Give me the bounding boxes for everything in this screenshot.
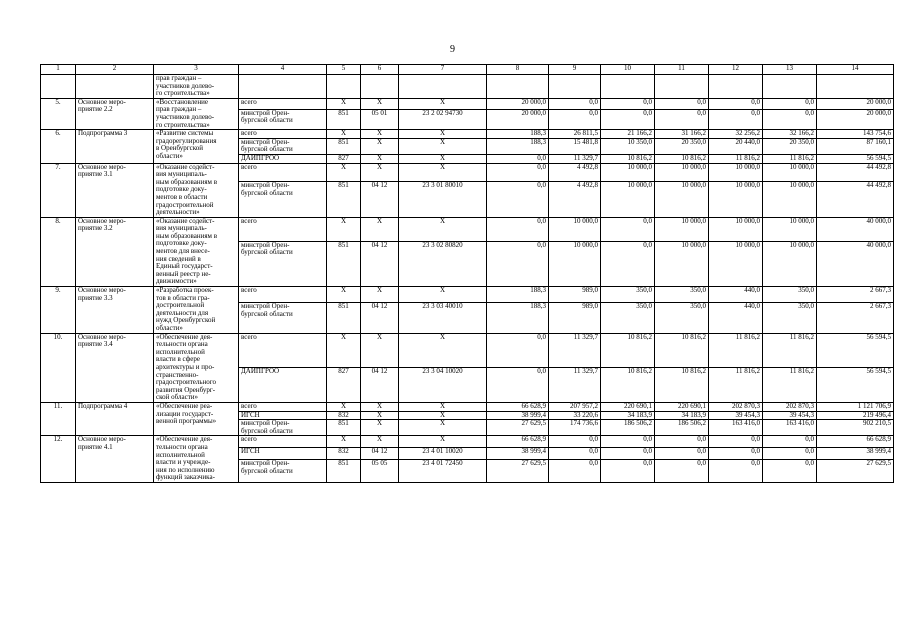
amount-cell: 20 000,0	[817, 109, 894, 130]
code-cell: Х	[361, 287, 399, 303]
code-cell: Х	[399, 411, 487, 420]
program-description-cell: «Обеспечение дея- тельности органа исполнительной власти и учрежде- ния по исполнению функций заказчика-	[154, 436, 239, 483]
empty-cell	[361, 75, 399, 99]
program-description-cell: «Обеспечение дея- тельности органа исполнительной власти в сфере архитектуры и про- странственно- градостроительного развития Оренбург- ской области»	[154, 333, 239, 402]
amount-cell: 10 000,0	[709, 217, 763, 241]
amount-cell: 4 492,8	[549, 182, 601, 217]
amount-cell: 11 329,7	[549, 368, 601, 403]
funding-source-cell: всего	[239, 402, 327, 411]
amount-cell: 0,0	[601, 109, 655, 130]
amount-cell: 34 183,9	[655, 411, 709, 420]
amount-cell: 0,0	[655, 448, 709, 460]
program-name-cell: Основное меро- приятие 3.2	[76, 217, 154, 286]
amount-cell: 11 329,7	[549, 154, 601, 163]
table-row	[41, 436, 894, 448]
amount-cell: 440,0	[709, 287, 763, 303]
amount-cell: 163 416,0	[709, 420, 763, 436]
empty-cell	[549, 75, 601, 99]
table-row	[41, 163, 894, 182]
table-row	[41, 287, 894, 303]
code-cell: Х	[327, 130, 361, 139]
program-name-cell	[76, 75, 154, 99]
code-cell: Х	[399, 287, 487, 303]
funding-source-cell: всего	[239, 163, 327, 182]
funding-source-cell: минстрой Орен- бургской области	[239, 460, 327, 483]
column-header: 14	[817, 65, 894, 75]
amount-cell: 0,0	[763, 448, 817, 460]
amount-cell: 44 492,8	[817, 163, 894, 182]
program-description-cell: «Оказание содейст- вия муниципаль- ным образованиям в подготовке доку- ментов в области градостроительной деятельности»	[154, 163, 239, 217]
amount-cell: 0,0	[601, 241, 655, 286]
amount-cell: 56 594,5	[817, 333, 894, 368]
column-header: 13	[763, 65, 817, 75]
code-cell: Х	[399, 138, 487, 154]
amount-cell: 0,0	[709, 436, 763, 448]
code-cell: 851	[327, 138, 361, 154]
amount-cell: 350,0	[601, 303, 655, 333]
code-cell: Х	[399, 333, 487, 368]
row-number-cell: 7.	[41, 163, 76, 217]
code-cell: 827	[327, 154, 361, 163]
amount-cell: 163 416,0	[763, 420, 817, 436]
amount-cell: 220 690,1	[655, 402, 709, 411]
code-cell: Х	[361, 436, 399, 448]
funding-source-cell: минстрой Орен- бургской области	[239, 420, 327, 436]
amount-cell: 186 506,2	[655, 420, 709, 436]
column-header: 2	[76, 65, 154, 75]
amount-cell: 350,0	[655, 287, 709, 303]
column-header: 9	[549, 65, 601, 75]
amount-cell: 0,0	[763, 436, 817, 448]
code-cell: Х	[361, 98, 399, 109]
table-row	[41, 75, 894, 99]
program-name-cell: Основное меро- приятие 3.1	[76, 163, 154, 217]
funding-source-cell: минстрой Орен- бургской области	[239, 109, 327, 130]
amount-cell: 10 000,0	[655, 163, 709, 182]
empty-cell	[327, 75, 361, 99]
code-cell: 851	[327, 241, 361, 286]
amount-cell: 202 870,3	[709, 402, 763, 411]
amount-cell: 350,0	[763, 303, 817, 333]
empty-cell	[399, 75, 487, 99]
amount-cell: 10 000,0	[709, 241, 763, 286]
amount-cell: 0,0	[487, 241, 549, 286]
code-cell: 04 12	[361, 303, 399, 333]
table-row	[41, 402, 894, 411]
funding-source-cell: минстрой Орен- бургской области	[239, 182, 327, 217]
amount-cell: 2 667,3	[817, 287, 894, 303]
column-header: 5	[327, 65, 361, 75]
amount-cell: 188,3	[487, 130, 549, 139]
row-number-cell: 5.	[41, 98, 76, 129]
amount-cell: 989,0	[549, 287, 601, 303]
amount-cell: 0,0	[487, 182, 549, 217]
amount-cell: 0,0	[763, 460, 817, 483]
funding-source-cell: минстрой Орен- бургской области	[239, 138, 327, 154]
code-cell: Х	[361, 138, 399, 154]
code-cell: Х	[361, 154, 399, 163]
amount-cell: 40 000,0	[817, 217, 894, 241]
amount-cell: 40 000,0	[817, 241, 894, 286]
code-cell: 23 3 04 10020	[399, 368, 487, 403]
code-cell: Х	[399, 217, 487, 241]
code-cell: Х	[399, 130, 487, 139]
amount-cell: 0,0	[601, 448, 655, 460]
column-header: 4	[239, 65, 327, 75]
code-cell: 04 12	[361, 241, 399, 286]
amount-cell: 10 000,0	[709, 163, 763, 182]
amount-cell: 220 690,1	[601, 402, 655, 411]
amount-cell: 0,0	[601, 98, 655, 109]
amount-cell: 10 816,2	[601, 154, 655, 163]
code-cell: Х	[327, 333, 361, 368]
amount-cell: 31 166,2	[655, 130, 709, 139]
amount-cell: 0,0	[655, 436, 709, 448]
amount-cell: 32 256,2	[709, 130, 763, 139]
column-number-row	[41, 65, 894, 75]
amount-cell: 0,0	[487, 154, 549, 163]
amount-cell: 20 000,0	[817, 98, 894, 109]
program-description-cell: «Разработка проек- тов в области гра- достроительной деятельности для нужд Оренбургской области»	[154, 287, 239, 334]
amount-cell: 11 329,7	[549, 333, 601, 368]
code-cell: 05 05	[361, 460, 399, 483]
amount-cell: 20 440,0	[709, 138, 763, 154]
amount-cell: 20 350,0	[763, 138, 817, 154]
amount-cell: 10 816,2	[655, 368, 709, 403]
code-cell: Х	[399, 98, 487, 109]
amount-cell: 27 629,5	[487, 460, 549, 483]
column-header: 10	[601, 65, 655, 75]
amount-cell: 0,0	[487, 333, 549, 368]
funding-source-cell: минстрой Орен- бургской области	[239, 303, 327, 333]
empty-cell	[655, 75, 709, 99]
funding-source-cell: всего	[239, 333, 327, 368]
row-number-cell	[41, 75, 76, 99]
funding-source-cell: ДАИПГРОО	[239, 368, 327, 403]
amount-cell: 0,0	[549, 436, 601, 448]
code-cell: Х	[361, 420, 399, 436]
amount-cell: 10 000,0	[549, 241, 601, 286]
program-name-cell: Основное меро- приятие 2.2	[76, 98, 154, 129]
funding-source-cell: всего	[239, 287, 327, 303]
amount-cell: 10 000,0	[763, 241, 817, 286]
code-cell: 23 3 03 40010	[399, 303, 487, 333]
amount-cell: 0,0	[549, 460, 601, 483]
amount-cell: 10 000,0	[763, 163, 817, 182]
amount-cell: 174 736,6	[549, 420, 601, 436]
amount-cell: 440,0	[709, 303, 763, 333]
funding-source-cell: минстрой Орен- бургской области	[239, 241, 327, 286]
amount-cell: 2 667,3	[817, 303, 894, 333]
amount-cell: 11 816,2	[763, 368, 817, 403]
code-cell: 23 4 01 72450	[399, 460, 487, 483]
funding-source-cell: всего	[239, 130, 327, 139]
amount-cell: 10 000,0	[549, 217, 601, 241]
amount-cell: 0,0	[763, 98, 817, 109]
amount-cell: 11 816,2	[709, 368, 763, 403]
amount-cell: 44 492,8	[817, 182, 894, 217]
amount-cell: 0,0	[601, 436, 655, 448]
code-cell: 851	[327, 303, 361, 333]
code-cell: Х	[361, 411, 399, 420]
amount-cell: 902 210,5	[817, 420, 894, 436]
code-cell: Х	[361, 130, 399, 139]
amount-cell: 188,3	[487, 303, 549, 333]
column-header: 11	[655, 65, 709, 75]
amount-cell: 11 816,2	[763, 333, 817, 368]
column-header: 1	[41, 65, 76, 75]
table-row	[41, 130, 894, 139]
amount-cell: 143 754,6	[817, 130, 894, 139]
amount-cell: 0,0	[601, 460, 655, 483]
row-number-cell: 11.	[41, 402, 76, 435]
amount-cell: 0,0	[763, 109, 817, 130]
amount-cell: 0,0	[709, 448, 763, 460]
amount-cell: 0,0	[549, 109, 601, 130]
amount-cell: 87 160,1	[817, 138, 894, 154]
amount-cell: 0,0	[709, 98, 763, 109]
code-cell: 851	[327, 182, 361, 217]
empty-cell	[763, 75, 817, 99]
amount-cell: 56 594,5	[817, 154, 894, 163]
program-description-cell: «Обеспечение реа- лизации государст- венной программы»	[154, 402, 239, 435]
row-number-cell: 10.	[41, 333, 76, 402]
empty-cell	[487, 75, 549, 99]
code-cell: Х	[327, 217, 361, 241]
amount-cell: 0,0	[709, 460, 763, 483]
amount-cell: 0,0	[549, 98, 601, 109]
code-cell: 832	[327, 448, 361, 460]
amount-cell: 0,0	[487, 163, 549, 182]
amount-cell: 350,0	[655, 303, 709, 333]
amount-cell: 219 496,4	[817, 411, 894, 420]
code-cell: 04 12	[361, 448, 399, 460]
amount-cell: 11 816,2	[763, 154, 817, 163]
code-cell: 04 12	[361, 182, 399, 217]
program-name-cell: Основное меро- приятие 3.4	[76, 333, 154, 402]
code-cell: Х	[399, 154, 487, 163]
code-cell: Х	[327, 402, 361, 411]
funding-source-cell: ИГСН	[239, 448, 327, 460]
funding-source-cell: ИГСН	[239, 411, 327, 420]
table-row	[41, 217, 894, 241]
column-header: 8	[487, 65, 549, 75]
code-cell: Х	[361, 163, 399, 182]
amount-cell: 0,0	[601, 217, 655, 241]
code-cell: 05 01	[361, 109, 399, 130]
amount-cell: 1 121 706,9	[817, 402, 894, 411]
funding-source-cell: ДАИПГРОО	[239, 154, 327, 163]
code-cell: 23 4 01 10020	[399, 448, 487, 460]
amount-cell: 33 220,6	[549, 411, 601, 420]
amount-cell: 27 629,5	[817, 460, 894, 483]
amount-cell: 10 000,0	[655, 241, 709, 286]
amount-cell: 20 000,0	[487, 98, 549, 109]
amount-cell: 0,0	[549, 448, 601, 460]
amount-cell: 15 481,8	[549, 138, 601, 154]
amount-cell: 10 000,0	[601, 163, 655, 182]
column-header: 12	[709, 65, 763, 75]
amount-cell: 4 492,8	[549, 163, 601, 182]
amount-cell: 39 454,3	[763, 411, 817, 420]
program-name-cell: Подпрограмма 3	[76, 130, 154, 163]
amount-cell: 10 000,0	[763, 182, 817, 217]
code-cell: Х	[327, 436, 361, 448]
amount-cell: 202 870,3	[763, 402, 817, 411]
column-header: 7	[399, 65, 487, 75]
page-number: 9	[450, 44, 455, 55]
amount-cell: 66 628,9	[487, 436, 549, 448]
amount-cell: 11 816,2	[709, 333, 763, 368]
empty-cell	[709, 75, 763, 99]
amount-cell: 27 629,5	[487, 420, 549, 436]
code-cell: Х	[361, 333, 399, 368]
amount-cell: 10 350,0	[601, 138, 655, 154]
empty-cell	[239, 75, 327, 99]
code-cell: 23 3 01 80010	[399, 182, 487, 217]
program-name-cell: Основное меро- приятие 3.3	[76, 287, 154, 334]
amount-cell: 350,0	[601, 287, 655, 303]
row-number-cell: 6.	[41, 130, 76, 163]
program-name-cell: Подпрограмма 4	[76, 402, 154, 435]
amount-cell: 10 000,0	[601, 182, 655, 217]
code-cell: Х	[399, 163, 487, 182]
amount-cell: 20 350,0	[655, 138, 709, 154]
row-number-cell: 12.	[41, 436, 76, 483]
table-row	[41, 98, 894, 109]
program-description-cell: «Восстановление прав граждан – участников долево- го строительства»	[154, 98, 239, 129]
code-cell: Х	[399, 402, 487, 411]
amount-cell: 10 816,2	[655, 154, 709, 163]
code-cell: Х	[399, 420, 487, 436]
empty-cell	[817, 75, 894, 99]
code-cell: Х	[327, 163, 361, 182]
amount-cell: 10 000,0	[655, 217, 709, 241]
table-body	[41, 65, 894, 483]
program-description-cell: «Оказание содейст- вия муниципаль- ным образованиям в подготовке доку- ментов для внесе- ния сведений в Единый государст- венный реестр не- движимости»	[154, 217, 239, 286]
amount-cell: 207 957,2	[549, 402, 601, 411]
amount-cell: 38 999,4	[487, 411, 549, 420]
amount-cell: 0,0	[709, 109, 763, 130]
column-header: 6	[361, 65, 399, 75]
column-header: 3	[154, 65, 239, 75]
amount-cell: 0,0	[487, 368, 549, 403]
empty-cell	[601, 75, 655, 99]
funding-source-cell: всего	[239, 436, 327, 448]
funding-source-cell: всего	[239, 217, 327, 241]
amount-cell: 32 166,2	[763, 130, 817, 139]
amount-cell: 56 594,5	[817, 368, 894, 403]
amount-cell: 38 999,4	[817, 448, 894, 460]
amount-cell: 66 628,9	[817, 436, 894, 448]
code-cell: Х	[327, 98, 361, 109]
amount-cell: 0,0	[655, 109, 709, 130]
program-name-cell: Основное меро- приятие 4.1	[76, 436, 154, 483]
amount-cell: 34 183,9	[601, 411, 655, 420]
amount-cell: 186 506,2	[601, 420, 655, 436]
amount-cell: 38 999,4	[487, 448, 549, 460]
amount-cell: 10 000,0	[655, 182, 709, 217]
amount-cell: 0,0	[655, 98, 709, 109]
amount-cell: 10 816,2	[601, 333, 655, 368]
amount-cell: 26 811,5	[549, 130, 601, 139]
row-number-cell: 8.	[41, 217, 76, 286]
amount-cell: 10 816,2	[655, 333, 709, 368]
amount-cell: 10 816,2	[601, 368, 655, 403]
amount-cell: 39 454,3	[709, 411, 763, 420]
amount-cell: 20 000,0	[487, 109, 549, 130]
code-cell: 23 2 02 94730	[399, 109, 487, 130]
code-cell: Х	[361, 217, 399, 241]
amount-cell: 188,3	[487, 138, 549, 154]
code-cell: 851	[327, 109, 361, 130]
amount-cell: 21 166,2	[601, 130, 655, 139]
amount-cell: 10 000,0	[709, 182, 763, 217]
amount-cell: 989,0	[549, 303, 601, 333]
budget-table	[40, 64, 894, 483]
code-cell: Х	[399, 436, 487, 448]
code-cell: 832	[327, 411, 361, 420]
code-cell: 851	[327, 460, 361, 483]
amount-cell: 0,0	[655, 460, 709, 483]
amount-cell: 66 628,9	[487, 402, 549, 411]
code-cell: 23 3 02 80820	[399, 241, 487, 286]
amount-cell: 188,3	[487, 287, 549, 303]
code-cell: 04 12	[361, 368, 399, 403]
amount-cell: 11 816,2	[709, 154, 763, 163]
code-cell: Х	[361, 402, 399, 411]
amount-cell: 350,0	[763, 287, 817, 303]
table-row	[41, 333, 894, 368]
program-description-cell: прав граждан – участников долево- го строительства»	[154, 75, 239, 99]
program-description-cell: «Развитие системы градорегулирования в Оренбургской области»	[154, 130, 239, 163]
code-cell: Х	[327, 287, 361, 303]
amount-cell: 0,0	[487, 217, 549, 241]
code-cell: 851	[327, 420, 361, 436]
code-cell: 827	[327, 368, 361, 403]
row-number-cell: 9.	[41, 287, 76, 334]
funding-source-cell: всего	[239, 98, 327, 109]
amount-cell: 10 000,0	[763, 217, 817, 241]
